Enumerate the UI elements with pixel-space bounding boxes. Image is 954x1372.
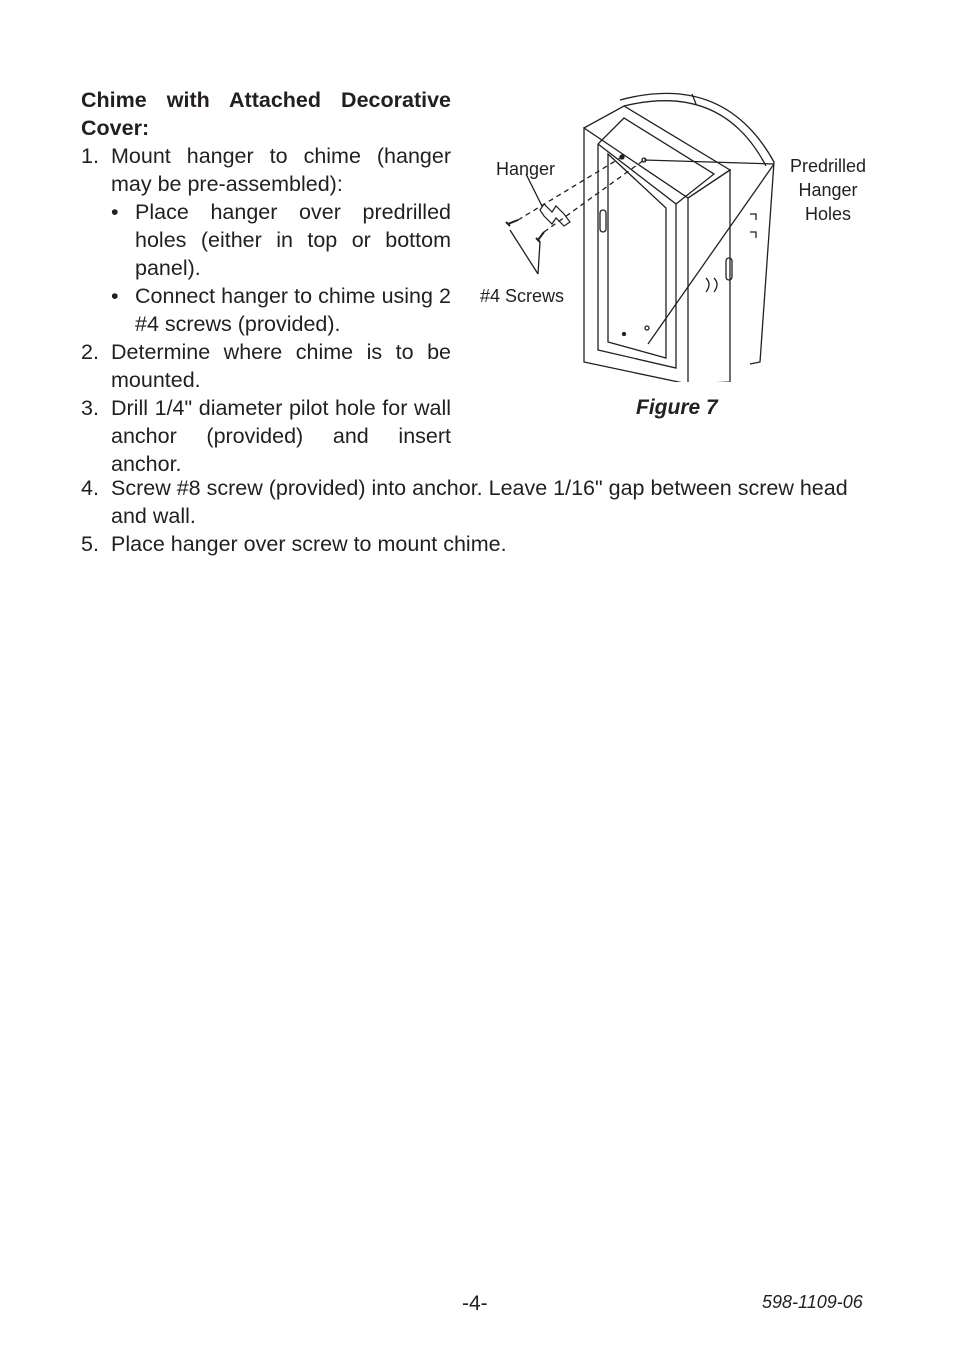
- steps-list: [81, 142, 451, 478]
- label-holes-line-2: Hanger: [798, 180, 858, 200]
- instructions-column: [81, 86, 451, 478]
- step-number: 5.: [81, 532, 99, 556]
- chime-box-inner: [598, 144, 676, 368]
- step-text: Mount hanger to chime (hanger may be pre-assembled):: [111, 144, 451, 196]
- chime-box-side: [688, 170, 730, 382]
- label-screws: #4 Screws: [480, 286, 565, 306]
- page-number: -4-: [462, 1292, 488, 1315]
- step-2: [81, 338, 451, 394]
- instructions-continued: [81, 474, 875, 558]
- label-holes-line-1: Predrilled: [789, 156, 867, 176]
- section-heading: Chime with Attached Decorative Cover:: [81, 88, 451, 140]
- steps-list-continued: [81, 474, 875, 558]
- label-hanger: Hanger: [496, 159, 556, 179]
- hanger-part: [540, 204, 570, 226]
- screw-1: [506, 220, 518, 226]
- step-number: 2.: [81, 340, 99, 364]
- label-predrilled-holes: [786, 154, 870, 226]
- chime-box-outer: [584, 128, 688, 382]
- screw-2: [536, 232, 544, 242]
- substep-list: [111, 198, 451, 338]
- step-text: Place hanger over screw to mount chime.: [111, 532, 507, 556]
- chime-hanger-diagram: [474, 82, 874, 382]
- step-5: [81, 530, 875, 558]
- screws-leader: [510, 230, 540, 274]
- cover-inner-edge: [624, 101, 766, 166]
- document-number: 598-1109-06: [762, 1292, 863, 1312]
- step-1: [81, 142, 451, 338]
- figure-7-illustration: [474, 82, 874, 382]
- holes-leader: [644, 160, 774, 344]
- decorative-cover-outline: [620, 93, 774, 364]
- step-text: Determine where chime is to be mounted.: [111, 340, 451, 392]
- figure-caption: Figure 7: [636, 396, 718, 419]
- step-text: Screw #8 screw (provided) into anchor. Leave 1/16" gap between screw head and wall.: [111, 476, 848, 528]
- substep-text: Connect hanger to chime using 2 #4 screws (provided).: [135, 284, 451, 336]
- step-number: 1.: [81, 144, 99, 168]
- substep-text: Place hanger over predrilled holes (either in top or bottom panel).: [135, 200, 451, 280]
- label-holes-line-3: Holes: [804, 204, 852, 224]
- step-number: 3.: [81, 396, 99, 420]
- step-3: [81, 394, 451, 478]
- substep-2: [111, 282, 451, 338]
- bullet-icon: •: [111, 200, 119, 224]
- step-4: [81, 474, 875, 530]
- step-text: Drill 1/4" diameter pilot hole for wall anchor (provided) and insert anchor.: [111, 396, 451, 476]
- substep-1: [111, 198, 451, 282]
- bullet-icon: •: [111, 284, 119, 308]
- step-number: 4.: [81, 476, 99, 500]
